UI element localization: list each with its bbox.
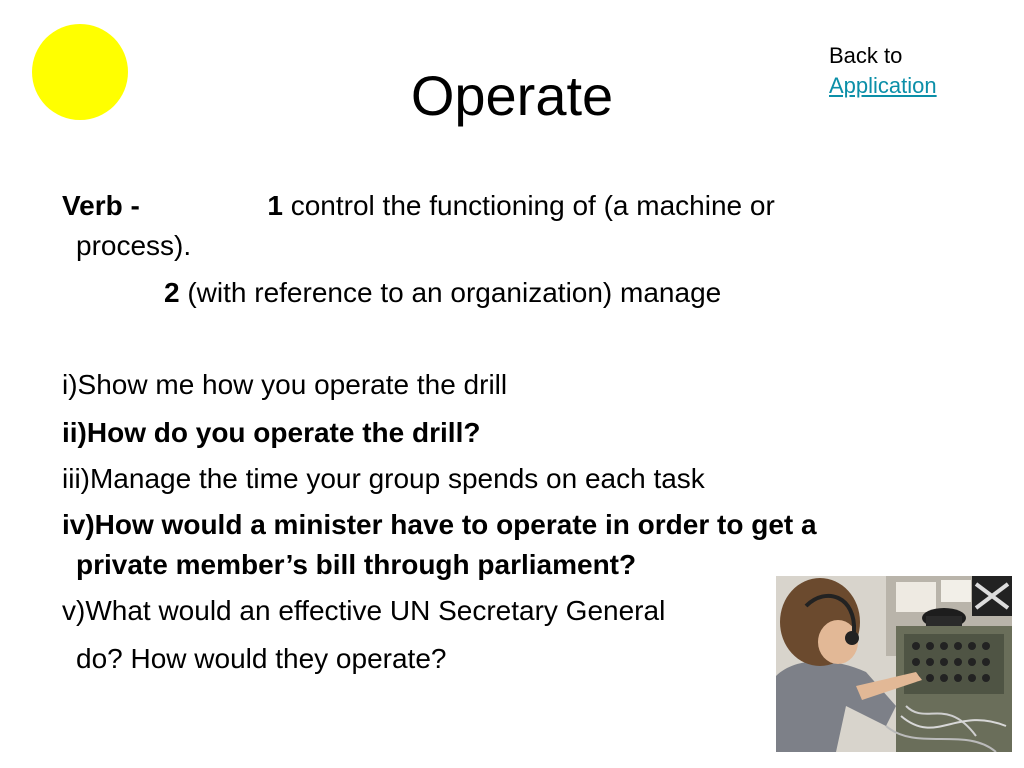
switchboard-operator-photo [776, 576, 1012, 752]
example-iii: iii)Manage the time your group spends on each task [62, 463, 705, 494]
sense-1-number: 1 [267, 190, 283, 221]
definition-line-2 [164, 276, 721, 310]
sense-1-text: control the functioning of (a machine or [282, 190, 775, 221]
example-iv-line-1: iv)How would a minister have to operate in order to get a [62, 509, 817, 540]
example-ii: ii)How do you operate the drill? [62, 417, 481, 448]
verb-label: Verb - [62, 190, 140, 221]
example-v-line-1: v)What would an effective UN Secretary General [62, 595, 666, 626]
example-v-line-2: do? How would they operate? [76, 643, 447, 674]
sense-2-text: (with reference to an organization) manage [179, 277, 722, 308]
back-to-label: Back to [829, 43, 903, 68]
example-iv-line-2: private member’s bill through parliament? [76, 549, 637, 580]
example-i: i)Show me how you operate the drill [62, 369, 508, 400]
sense-1-continuation: process). [76, 230, 192, 261]
sense-2-number: 2 [164, 277, 180, 308]
application-link[interactable]: Application [829, 73, 937, 98]
slide-title: Operate [410, 64, 614, 127]
definition-line-1 [62, 189, 775, 223]
back-navigation [829, 41, 937, 101]
